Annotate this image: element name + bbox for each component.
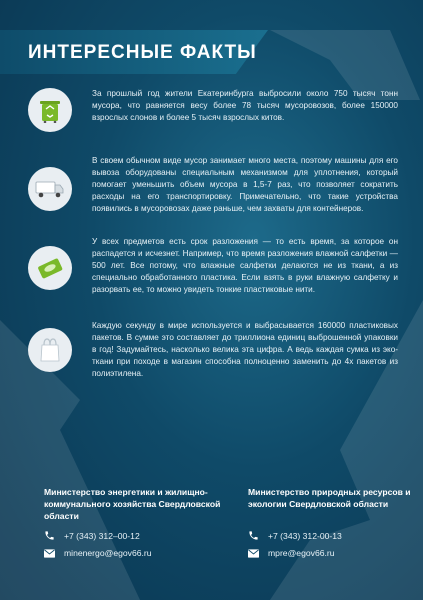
fact-item: [28, 236, 400, 306]
phone-row: [248, 530, 342, 541]
phone-icon: [44, 530, 55, 541]
phone-number[interactable]: +7 (343) 312-00-13: [268, 530, 342, 541]
email-address[interactable]: mpre@egov66.ru: [268, 548, 335, 558]
email-row: [248, 548, 335, 558]
fact-text: В своем обычном виде мусор занимает много места, поэтому машины для его вывоза оборудованы специальным механизмом для уплотнения, который помогает уменьшить объем мусора в 1,5-7 раз, что позволяет сократить расходы на его транспортировку. Примечательно, что такие устройства появились в мусоровозах даже раньше, чем захваты для контейнеров.: [92, 156, 398, 213]
phone-icon: [248, 530, 259, 541]
fact-item: [28, 320, 400, 390]
email-row: [44, 548, 152, 558]
garbage-truck-icon: [28, 167, 72, 211]
email-address[interactable]: minenergo@egov66.ru: [64, 548, 152, 558]
email-icon: [248, 549, 259, 558]
email-icon: [44, 549, 55, 558]
fact-text: За прошлый год жители Екатеринбурга выбросили около 750 тысяч тонн мусора, что равняется весу более 78 тысяч мусоровозов, более 150000 взрослых слонов и более 5 тысяч взрослых китов.: [92, 89, 398, 122]
page-title: ИНТЕРЕСНЫЕ ФАКТЫ: [28, 42, 257, 63]
contact-block: [44, 486, 224, 558]
org-name: Министерство энергетики и жилищно-коммунального хозяйства Свердловской области: [44, 487, 221, 521]
fact-text: У всех предметов есть срок разложения — то есть время, за которое он распадется и исчезнет. Например, что время разложения влажной салфетки — 500 лет. Все потому, что влажные салфетки делаются не из ткани, а из специально обработанного пластика. Если взять в руки влажную салфетку и разорвать ее, то можно увидеть тонкие пластиковые нити.: [92, 237, 398, 294]
phone-row: [44, 530, 140, 541]
fact-item: [28, 155, 400, 225]
phone-number[interactable]: +7 (343) 312–00-12: [64, 530, 140, 541]
contact-block: [248, 486, 423, 558]
org-name: Министерство природных ресурсов и экологии Свердловской области: [248, 487, 411, 509]
trash-bin-icon: [28, 88, 72, 132]
fact-text: Каждую секунду в мире используется и выбрасывается 160000 пластиковых пакетов. В сумме это составляет до триллиона единиц выброшенной упаковки в год! Задумайтесь, насколько велика эта цифра. А ведь каждая сумка из эко-ткани при походе в магазин способна полноценно заменить до 4х пакетов из полиэтилена.: [92, 321, 398, 378]
wet-wipes-icon: [28, 246, 72, 290]
fact-item: [28, 88, 400, 158]
plastic-bag-icon: [28, 328, 72, 372]
